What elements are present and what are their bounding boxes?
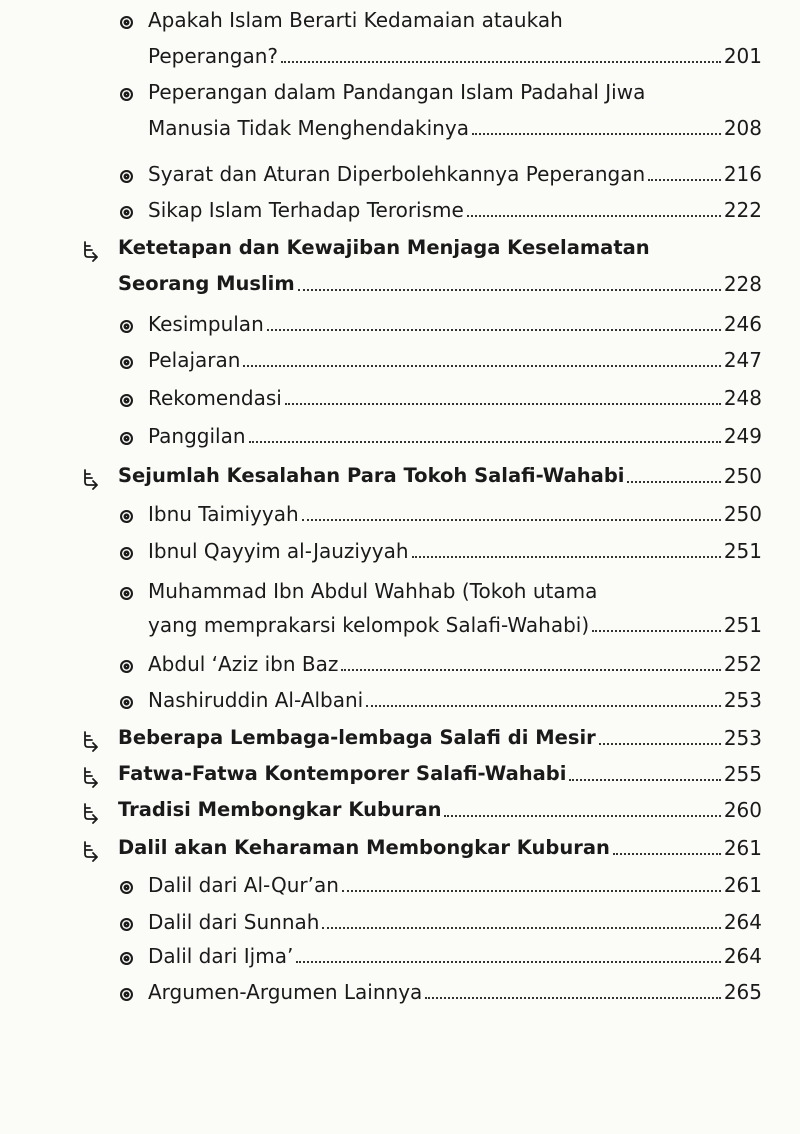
toc-entry-title: Panggilan xyxy=(148,424,246,448)
toc-chapter-entry[interactable] xyxy=(118,726,762,750)
toc-page-number: 253 xyxy=(723,688,762,712)
round-bullet-icon xyxy=(120,660,133,673)
toc-entry-title: yang memprakarsi kelompok Salafi-Wahabi) xyxy=(148,613,590,637)
dotted-leader xyxy=(613,852,721,855)
dotted-leader xyxy=(285,402,721,405)
toc-entry-title: Dalil akan Keharaman Membongkar Kuburan xyxy=(118,836,610,859)
toc-section-entry[interactable] xyxy=(148,424,762,448)
pointing-arrow-icon xyxy=(80,766,102,792)
dotted-leader xyxy=(342,889,721,892)
dotted-leader xyxy=(281,60,721,63)
toc-section-entry[interactable] xyxy=(148,980,762,1004)
round-bullet-icon xyxy=(120,547,133,560)
toc-page-number: 228 xyxy=(723,272,762,296)
dotted-leader xyxy=(425,996,721,999)
toc-entry-title: Argumen-Argumen Lainnya xyxy=(148,980,423,1004)
toc-entry-title: Sikap Islam Terhadap Terorisme xyxy=(148,198,464,222)
dotted-leader xyxy=(366,704,721,707)
round-bullet-icon xyxy=(120,881,133,894)
pointing-arrow-icon xyxy=(80,468,102,494)
toc-entry-title: Beberapa Lembaga-lembaga Salafi di Mesir xyxy=(118,726,596,749)
toc-page-number: 260 xyxy=(723,798,762,822)
dotted-leader xyxy=(412,555,721,558)
round-bullet-icon xyxy=(120,510,133,523)
pointing-arrow-icon xyxy=(80,840,102,866)
toc-entry-title: Seorang Muslim xyxy=(118,272,295,295)
round-bullet-icon xyxy=(120,320,133,333)
toc-entry-title: Rekomendasi xyxy=(148,386,282,410)
toc-page-number: 250 xyxy=(723,464,762,488)
toc-chapter-entry[interactable] xyxy=(118,762,762,786)
toc-entry-title: Pelajaran xyxy=(148,348,241,372)
round-bullet-icon xyxy=(120,170,133,183)
toc-page-number: 264 xyxy=(723,944,762,968)
toc-entry-title: Tradisi Membongkar Kuburan xyxy=(118,798,442,821)
dotted-leader xyxy=(296,960,720,963)
toc-page-number: 216 xyxy=(723,162,762,186)
dotted-leader xyxy=(444,814,720,817)
dotted-leader xyxy=(249,440,721,443)
toc-section-entry[interactable] xyxy=(148,116,762,140)
dotted-leader xyxy=(627,480,720,483)
toc-section-entry[interactable] xyxy=(148,198,762,222)
toc-page-number: 251 xyxy=(723,613,762,637)
toc-page-number: 208 xyxy=(723,116,762,140)
toc-page-number: 201 xyxy=(723,44,762,68)
round-bullet-icon xyxy=(120,432,133,445)
dotted-leader xyxy=(592,629,721,632)
dotted-leader xyxy=(569,778,720,781)
toc-entry-title: Peperangan? xyxy=(148,44,279,68)
toc-section-entry[interactable] xyxy=(148,910,762,934)
toc-entry-title: Dalil dari Sunnah xyxy=(148,910,320,934)
round-bullet-icon xyxy=(120,88,133,101)
toc-page-number: 261 xyxy=(723,873,762,897)
toc-entry-title-line1: Muhammad Ibn Abdul Wahhab (Tokoh utama xyxy=(148,579,598,603)
round-bullet-icon xyxy=(120,356,133,369)
toc-page-number: 247 xyxy=(723,348,762,372)
toc-page-number: 265 xyxy=(723,980,762,1004)
toc-entry-title: Nashiruddin Al-Albani xyxy=(148,688,364,712)
toc-page-number: 249 xyxy=(723,424,762,448)
toc-page-number: 253 xyxy=(723,726,762,750)
toc-page-number: 251 xyxy=(723,539,762,563)
toc-section-entry[interactable] xyxy=(148,502,762,526)
round-bullet-icon xyxy=(120,696,133,709)
toc-entry-title: Dalil dari Ijma’ xyxy=(148,944,294,968)
round-bullet-icon xyxy=(120,587,133,600)
dotted-leader xyxy=(243,364,720,367)
toc-section-entry[interactable] xyxy=(148,613,762,637)
toc-entry-title: Ibnu Taimiyyah xyxy=(148,502,299,526)
toc-page-number: 246 xyxy=(723,312,762,336)
toc-page-number: 222 xyxy=(723,198,762,222)
pointing-arrow-icon xyxy=(80,802,102,828)
toc-page-number: 264 xyxy=(723,910,762,934)
toc-entry-title: Abdul ‘Aziz ibn Baz xyxy=(148,652,339,676)
toc-page-number: 252 xyxy=(723,652,762,676)
toc-chapter-entry[interactable] xyxy=(118,836,762,860)
toc-entry-title-line1: Peperangan dalam Pandangan Islam Padahal Jiwa xyxy=(148,80,646,104)
round-bullet-icon xyxy=(120,988,133,1001)
toc-page-number: 250 xyxy=(723,502,762,526)
toc-entry-title: Kesimpulan xyxy=(148,312,264,336)
toc-section-entry[interactable] xyxy=(148,539,762,563)
toc-chapter-entry[interactable] xyxy=(118,464,762,488)
toc-section-entry[interactable] xyxy=(148,44,762,68)
dotted-leader xyxy=(298,288,721,291)
dotted-leader xyxy=(467,214,721,217)
dotted-leader xyxy=(302,518,721,521)
toc-section-entry[interactable] xyxy=(148,312,762,336)
dotted-leader xyxy=(599,742,721,745)
pointing-arrow-icon xyxy=(80,730,102,756)
toc-entry-title: Manusia Tidak Menghendakinya xyxy=(148,116,469,140)
round-bullet-icon xyxy=(120,16,133,29)
toc-chapter-entry[interactable] xyxy=(118,798,762,822)
toc-entry-title: Syarat dan Aturan Diperbolehkannya Peperangan xyxy=(148,162,646,186)
toc-section-entry[interactable] xyxy=(148,162,762,186)
dotted-leader xyxy=(322,926,720,929)
round-bullet-icon xyxy=(120,394,133,407)
toc-chapter-entry[interactable] xyxy=(118,272,762,296)
dotted-leader xyxy=(267,328,721,331)
toc-page-number: 248 xyxy=(723,386,762,410)
toc-page-number: 255 xyxy=(723,762,762,786)
toc-entry-title-line1: Ketetapan dan Kewajiban Menjaga Keselamatan xyxy=(118,236,650,259)
dotted-leader xyxy=(472,132,721,135)
round-bullet-icon xyxy=(120,206,133,219)
toc-entry-title: Dalil dari Al-Qur’an xyxy=(148,873,339,897)
round-bullet-icon xyxy=(120,952,133,965)
toc-section-entry[interactable] xyxy=(148,873,762,897)
round-bullet-icon xyxy=(120,918,133,931)
toc-section-entry[interactable] xyxy=(148,386,762,410)
toc-section-entry[interactable] xyxy=(148,348,762,372)
toc-entry-title-line1: Apakah Islam Berarti Kedamaian ataukah xyxy=(148,8,563,32)
toc-section-entry[interactable] xyxy=(148,944,762,968)
toc-section-entry[interactable] xyxy=(148,688,762,712)
dotted-leader xyxy=(341,668,720,671)
toc-entry-title: Ibnul Qayyim al-Jauziyyah xyxy=(148,539,409,563)
toc-entry-title: Sejumlah Kesalahan Para Tokoh Salafi-Wahabi xyxy=(118,464,625,487)
toc-section-entry[interactable] xyxy=(148,652,762,676)
toc-entry-title: Fatwa-Fatwa Kontemporer Salafi-Wahabi xyxy=(118,762,567,785)
toc-page-number: 261 xyxy=(723,836,762,860)
pointing-arrow-icon xyxy=(80,240,102,266)
dotted-leader xyxy=(648,178,721,181)
